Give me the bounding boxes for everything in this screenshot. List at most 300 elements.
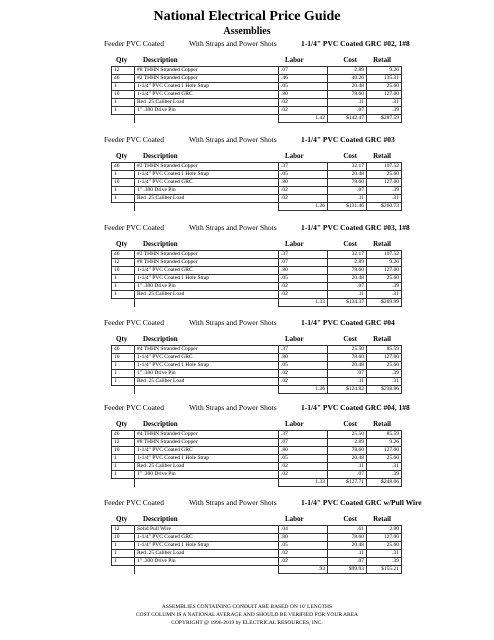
cell-retail: 25.60 [367,455,402,463]
cell-qty: 1 [112,455,135,463]
cell-cost: .11 [328,378,367,386]
cell-labor: .80 [279,534,328,542]
cell-cost: .11 [328,99,367,107]
cell-retail: .39 [367,283,402,291]
column-headers [0,150,494,162]
total-row [112,386,402,394]
col-qty: Qty [116,515,128,523]
cell-cost: 20.48 [328,542,367,550]
total-labor: 1.26 [279,203,328,211]
column-headers [0,54,494,66]
cell-cost: 25.50 [328,346,367,354]
assembly-name: 1-1/4" PVC Coated GRC #04, 1#8 [301,403,410,412]
col-qty: Qty [116,240,128,248]
col-qty: Qty [116,56,128,64]
cell-qty: 10 [112,447,135,455]
cell-cost: .61 [328,526,367,534]
cell-qty: 10 [112,179,135,187]
cell-cost: .11 [328,463,367,471]
total-labor: 1.33 [279,299,328,307]
cell-qty: 46 [112,346,135,354]
assembly-category: Feeder PVC Coated [104,39,164,48]
cell-labor: .05 [279,455,328,463]
cell-qty: 1 [112,99,135,107]
cell-labor: .02 [279,291,328,299]
cell-qty: 1 [112,378,135,386]
table-row [112,83,402,91]
total-cost: $134.37 [328,299,367,307]
col-retail: Retail [373,515,391,523]
assembly-name: 1-1/4" PVC Coated GRC #04 [301,318,395,327]
total-spacer [135,479,279,487]
cell-description: #2 THHN Stranded Copper [135,75,279,83]
footer [0,603,494,627]
table-row [112,471,402,479]
cell-labor: .07 [279,259,328,267]
table-row [112,558,402,566]
table-row [112,370,402,378]
col-cost: Cost [343,420,357,428]
total-row [112,203,402,211]
col-labor: Labor [285,420,304,428]
cell-labor: .02 [279,558,328,566]
table-row [112,291,402,299]
cell-labor: .80 [279,267,328,275]
col-description: Description [143,335,178,343]
cell-retail: 25.60 [367,542,402,550]
cell-labor: .02 [279,187,328,195]
assembly-header [0,402,494,414]
cell-labor: .37 [279,251,328,259]
cell-labor: .02 [279,378,328,386]
cell-labor: .02 [279,370,328,378]
table-row [112,550,402,558]
cell-description: #4 THHN Stranded Copper [135,431,279,439]
total-retail: $248.06 [367,479,402,487]
cell-qty: 1 [112,550,135,558]
cell-cost: 32.17 [328,251,367,259]
cell-cost: .11 [328,291,367,299]
assembly-section [0,134,494,211]
cell-retail: 127.00 [367,354,402,362]
assembly-table [111,162,402,211]
cell-description: #3 THHN Stranded Copper [135,163,279,171]
cell-retail: 25.60 [367,362,402,370]
cell-qty: 1 [112,471,135,479]
cell-labor: .02 [279,550,328,558]
cell-qty: 10 [112,534,135,542]
cell-labor: .05 [279,83,328,91]
cell-labor: .02 [279,195,328,203]
table-row [112,354,402,362]
col-retail: Retail [373,56,391,64]
cell-labor: .37 [279,163,328,171]
table-row [112,91,402,99]
cell-qty: 46 [112,251,135,259]
assembly-header [0,317,494,329]
cell-retail: 9.26 [367,439,402,447]
table-row [112,431,402,439]
cell-description: 1-1/4" PVC Coated GRC [135,534,279,542]
cell-cost: .07 [328,107,367,115]
col-description: Description [143,240,178,248]
cell-retail: 127.00 [367,91,402,99]
cell-qty: 12 [112,259,135,267]
total-spacer [135,299,279,307]
assembly-method: With Straps and Power Shots [189,318,277,327]
col-cost: Cost [343,515,357,523]
cell-description: 1" .300 Drive Pin [135,558,279,566]
cell-description: Solid Pull Wire [135,526,279,534]
assembly-table [111,525,402,574]
cell-qty: 1 [112,463,135,471]
assembly-table [111,250,402,307]
cell-retail: 127.00 [367,267,402,275]
cell-description: 1-1/4" PVC Coated GRC [135,354,279,362]
cell-retail: .31 [367,378,402,386]
cell-labor: .05 [279,542,328,550]
total-spacer [135,203,279,211]
col-labor: Labor [285,240,304,248]
col-retail: Retail [373,240,391,248]
cell-qty: 1 [112,558,135,566]
cell-description: #8 THHN Stranded Copper [135,67,279,75]
cell-description: Red .25 Caliber Load [135,463,279,471]
assembly-category: Feeder PVC Coated [104,223,164,232]
col-qty: Qty [116,152,128,160]
cell-qty: 1 [112,370,135,378]
assembly-name: 1-1/4" PVC Coated GRC #02, 1#8 [301,39,410,48]
cell-qty: 1 [112,291,135,299]
assembly-section [0,402,494,487]
column-headers [0,513,494,525]
cell-labor: .46 [279,75,328,83]
assembly-table [111,430,402,487]
cell-labor: .37 [279,346,328,354]
cell-qty: 1 [112,187,135,195]
cell-qty: 1 [112,362,135,370]
total-retail: $269.99 [367,299,402,307]
cell-retail: 9.26 [367,259,402,267]
table-row [112,275,402,283]
cell-labor: .05 [279,362,328,370]
cell-qty: 12 [112,67,135,75]
total-row [112,479,402,487]
cell-retail: .39 [367,370,402,378]
cell-cost: 32.17 [328,163,367,171]
assembly-method: With Straps and Power Shots [189,498,277,507]
cell-cost: .07 [328,283,367,291]
cell-description: 1-1/4" PVC Coated 1 Hole Strap [135,171,279,179]
total-labor: 1.42 [279,115,328,123]
cell-description: Red .25 Caliber Load [135,550,279,558]
col-cost: Cost [343,152,357,160]
cell-description: Red .25 Caliber Load [135,291,279,299]
cell-cost: 78.60 [328,267,367,275]
cell-retail: .31 [367,99,402,107]
cell-description: #4 THHN Stranded Copper [135,346,279,354]
cell-qty: 10 [112,267,135,275]
cell-qty: 1 [112,275,135,283]
cell-description: 1-1/4" PVC Coated 1 Hole Strap [135,275,279,283]
table-row [112,171,402,179]
cell-retail: .31 [367,291,402,299]
cell-qty: 1 [112,83,135,91]
col-description: Description [143,515,178,523]
total-spacer [112,566,135,574]
col-retail: Retail [373,420,391,428]
cell-qty: 46 [112,431,135,439]
cell-labor: .02 [279,463,328,471]
cell-qty: 12 [112,439,135,447]
cell-cost: .07 [328,471,367,479]
table-row [112,107,402,115]
cell-labor: .37 [279,431,328,439]
cell-labor: .80 [279,179,328,187]
total-retail: $287.59 [367,115,402,123]
cell-cost: .07 [328,187,367,195]
cell-cost: 25.50 [328,431,367,439]
table-row [112,362,402,370]
cell-description: #8 THHN Stranded Copper [135,259,279,267]
cell-cost: .11 [328,550,367,558]
total-retail: $155.21 [367,566,402,574]
cell-description: 1-1/4" PVC Coated 1 Hole Strap [135,455,279,463]
total-labor: 1.33 [279,479,328,487]
cell-retail: 25.60 [367,83,402,91]
cell-cost: 20.48 [328,275,367,283]
cell-cost: 78.60 [328,534,367,542]
cell-description: 1" .300 Drive Pin [135,370,279,378]
cell-qty: 1 [112,195,135,203]
assembly-table [111,345,402,394]
col-qty: Qty [116,420,128,428]
total-spacer [135,386,279,394]
col-cost: Cost [343,56,357,64]
cell-qty: 1 [112,542,135,550]
total-row [112,115,402,123]
column-headers [0,238,494,250]
cell-description: 1" .300 Drive Pin [135,471,279,479]
cell-labor: .05 [279,171,328,179]
cell-description: Red .25 Caliber Load [135,195,279,203]
cell-retail: 127.00 [367,179,402,187]
cell-description: 1-1/4" PVC Coated GRC [135,447,279,455]
cell-retail: 85.59 [367,431,402,439]
col-labor: Labor [285,152,304,160]
col-cost: Cost [343,240,357,248]
cell-labor: .05 [279,275,328,283]
cell-retail: 127.00 [367,534,402,542]
cell-retail: 85.59 [367,346,402,354]
table-row [112,378,402,386]
cell-retail: 107.52 [367,163,402,171]
table-row [112,526,402,534]
assembly-section [0,222,494,307]
cell-cost: 2.89 [328,67,367,75]
table-row [112,67,402,75]
cell-description: 1-1/4" PVC Coated 1 Hole Strap [135,83,279,91]
total-cost: $99.93 [328,566,367,574]
col-retail: Retail [373,335,391,343]
assembly-method: With Straps and Power Shots [189,135,277,144]
cell-labor: .02 [279,99,328,107]
cell-retail: 107.52 [367,251,402,259]
col-qty: Qty [116,335,128,343]
cell-cost: 78.60 [328,91,367,99]
table-row [112,99,402,107]
cell-description: 1-1/4" PVC Coated GRC [135,179,279,187]
cell-qty: 1 [112,171,135,179]
cell-retail: .39 [367,107,402,115]
cell-labor: .04 [279,526,328,534]
cell-cost: 20.48 [328,83,367,91]
table-row [112,455,402,463]
total-spacer [135,115,279,123]
cell-description: 1" .300 Drive Pin [135,107,279,115]
cell-description: #8 THHN Stranded Copper [135,439,279,447]
assembly-header [0,497,494,509]
cell-labor: .07 [279,439,328,447]
table-row [112,251,402,259]
col-labor: Labor [285,335,304,343]
cell-retail: 135.31 [367,75,402,83]
table-row [112,75,402,83]
assembly-section [0,497,494,574]
cell-retail: .39 [367,471,402,479]
cell-retail: 2.00 [367,526,402,534]
table-row [112,346,402,354]
cell-qty: 12 [112,526,135,534]
cell-cost: .11 [328,195,367,203]
col-labor: Labor [285,56,304,64]
total-labor: .93 [279,566,328,574]
total-retail: $238.86 [367,386,402,394]
table-row [112,163,402,171]
assembly-method: With Straps and Power Shots [189,223,277,232]
footer-line-3: COPYRIGHT @ 1996-2019 by ELECTRICAL RESOURCES, INC. [171,620,323,626]
total-spacer [112,386,135,394]
col-description: Description [143,56,178,64]
col-retail: Retail [373,152,391,160]
footer-line-1: ASSEMBLIES CONTAINING CONDUIT ARE BASED ON 10' LENGTHS [161,604,333,610]
total-labor: 1.26 [279,386,328,394]
table-row [112,267,402,275]
total-cost: $142.47 [328,115,367,123]
cell-description: 1-1/4" PVC Coated GRC [135,91,279,99]
cell-cost: 20.48 [328,455,367,463]
total-row [112,566,402,574]
total-spacer [112,115,135,123]
table-row [112,463,402,471]
total-cost: $131.46 [328,203,367,211]
column-headers [0,333,494,345]
cell-cost: 20.48 [328,171,367,179]
table-row [112,542,402,550]
cell-retail: 25.60 [367,171,402,179]
col-labor: Labor [285,515,304,523]
cell-description: 1-1/4" PVC Coated 1 Hole Strap [135,542,279,550]
cell-description: 1-1/4" PVC Coated GRC [135,267,279,275]
assembly-section [0,317,494,394]
cell-description: 1" .300 Drive Pin [135,187,279,195]
total-row [112,299,402,307]
cell-retail: 127.00 [367,447,402,455]
cell-labor: .02 [279,471,328,479]
cell-description: 1" .300 Drive Pin [135,283,279,291]
cell-cost: 78.60 [328,179,367,187]
assembly-category: Feeder PVC Coated [104,403,164,412]
total-cost: $127.71 [328,479,367,487]
cell-description: Red .25 Caliber Load [135,378,279,386]
table-row [112,259,402,267]
cell-labor: .02 [279,107,328,115]
cell-retail: .31 [367,550,402,558]
assembly-category: Feeder PVC Coated [104,318,164,327]
cell-qty: 46 [112,75,135,83]
cell-qty: 1 [112,283,135,291]
assembly-name: 1-1/4" PVC Coated GRC #03, 1#8 [301,223,410,232]
total-cost: $124.82 [328,386,367,394]
cell-labor: .02 [279,283,328,291]
assembly-header [0,222,494,234]
table-row [112,179,402,187]
cell-cost: 20.48 [328,362,367,370]
cell-retail: 9.26 [367,67,402,75]
footer-line-2: COST COLUMN IS A NATIONAL AVERAGE AND SHOULD BE VERIFIED FOR YOUR AREA [135,612,359,618]
cell-cost: 78.60 [328,354,367,362]
table-row [112,447,402,455]
cell-description: 1-1/4" PVC Coated 1 Hole Strap [135,362,279,370]
cell-retail: .31 [367,195,402,203]
assembly-name: 1-1/4" PVC Coated GRC w/Pull Wire [301,498,422,507]
assembly-section [0,38,494,123]
cell-labor: .07 [279,67,328,75]
table-row [112,283,402,291]
cell-labor: .80 [279,91,328,99]
total-spacer [135,566,279,574]
assembly-method: With Straps and Power Shots [189,39,277,48]
assembly-header [0,38,494,50]
total-spacer [112,299,135,307]
col-description: Description [143,420,178,428]
cell-labor: .80 [279,447,328,455]
assembly-table [111,66,402,123]
page-title: National Electrical Price Guide [153,9,341,24]
cell-qty: 46 [112,163,135,171]
cell-retail: 25.60 [367,275,402,283]
cell-cost: .07 [328,558,367,566]
cell-retail: .39 [367,558,402,566]
total-spacer [112,203,135,211]
table-row [112,195,402,203]
cell-qty: 1 [112,107,135,115]
col-cost: Cost [343,335,357,343]
total-spacer [112,479,135,487]
column-headers [0,418,494,430]
assembly-category: Feeder PVC Coated [104,135,164,144]
assembly-name: 1-1/4" PVC Coated GRC #03 [301,135,395,144]
cell-cost: 78.60 [328,447,367,455]
cell-labor: .80 [279,354,328,362]
page-subtitle: Assemblies [223,26,271,37]
assembly-method: With Straps and Power Shots [189,403,277,412]
cell-cost: 40.26 [328,75,367,83]
cell-cost: .07 [328,370,367,378]
table-row [112,187,402,195]
assembly-header [0,134,494,146]
cell-cost: 2.89 [328,259,367,267]
